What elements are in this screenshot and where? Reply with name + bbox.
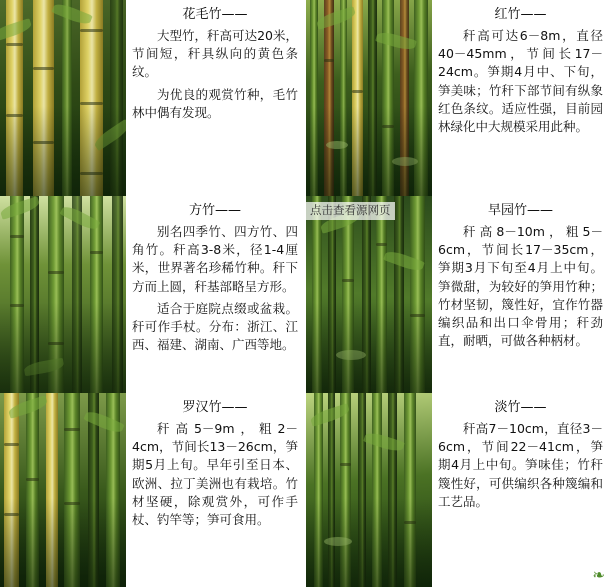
species-title: 花毛竹——: [182, 7, 248, 22]
species-paragraph: 秆高7－10cm，直径3－6cm，节间22－41cm，笋期4月上中旬。笋味佳；竹秆篾性好，可供编织各种篾编和工艺品。: [438, 421, 603, 509]
species-paragraph: 大型竹，秆高可达20米，节间短，秆具纵向的黄色条纹。: [132, 28, 298, 80]
species-title: 早园竹——: [487, 203, 553, 218]
species-photo-fang-zhu: [0, 196, 126, 393]
species-paragraph: 适合于庭院点缀或盆栽。秆可作手杖。分布：浙江、江西、福建、湖南、广西等地。: [132, 300, 298, 352]
leaf-decoration-icon: ❧: [592, 566, 605, 584]
species-card-hua-mao-zhu: [0, 0, 306, 196]
species-photo-hong-zhu: [306, 0, 432, 196]
species-text-hong-zhu: [432, 0, 611, 196]
species-card-fang-zhu: [0, 196, 306, 393]
species-paragraph: 别名四季竹、四方竹、四角竹。秆高3-8米，径1-4厘米，世界著名珍稀竹种。秆下方而上圆，秆基部略呈方形。: [132, 224, 298, 294]
species-paragraph: 秆高5－9m，粗2－4cm，节间长13－26cm，笋期5月上旬。早年引至日本、欧洲、拉丁美洲也有栽培。竹材坚硬，除观赏外，可作手杖、钓竿等；笋可食用。: [132, 421, 298, 527]
species-title: 方竹——: [188, 203, 241, 218]
source-page-note[interactable]: 点击查看源网页: [306, 202, 395, 220]
species-card-hong-zhu: [306, 0, 611, 196]
species-photo-zao-yuan-zhu: [306, 196, 432, 393]
species-paragraph: 秆高8－10m，粗5－6cm，节间长17－35cm，笋期3月下旬至4月上中旬。笋微甜，为较好的笋用竹种；竹材坚韧，篾性好，宜作竹器编织品和出口伞骨用；秆劲直，耐晒，可做各种柄材。: [438, 224, 603, 348]
species-title: 罗汉竹——: [182, 400, 248, 415]
species-photo-dan-zhu: [306, 393, 432, 587]
species-title: 红竹——: [494, 7, 547, 22]
species-paragraph: 为优良的观赏竹种，毛竹林中偶有发现。: [132, 86, 298, 120]
species-card-luo-han-zhu: [0, 393, 306, 587]
species-text-luo-han-zhu: [126, 393, 306, 587]
species-card-dan-zhu: [306, 393, 611, 587]
species-text-zao-yuan-zhu: [432, 196, 611, 393]
species-photo-luo-han-zhu: [0, 393, 126, 587]
species-text-fang-zhu: [126, 196, 306, 393]
species-photo-hua-mao-zhu: [0, 0, 126, 196]
species-card-zao-yuan-zhu: [306, 196, 611, 393]
species-title: 淡竹——: [494, 400, 547, 415]
species-paragraph: 秆高可达6－8m，直径40－45mm，节间长17－24cm。笋期4月中、下旬，笋美味；竹秆下部节间有纵象红色条纹。适应性强，目前园林绿化中大规模采用此种。: [438, 28, 603, 134]
species-text-dan-zhu: [432, 393, 611, 587]
species-text-hua-mao-zhu: [126, 0, 306, 196]
